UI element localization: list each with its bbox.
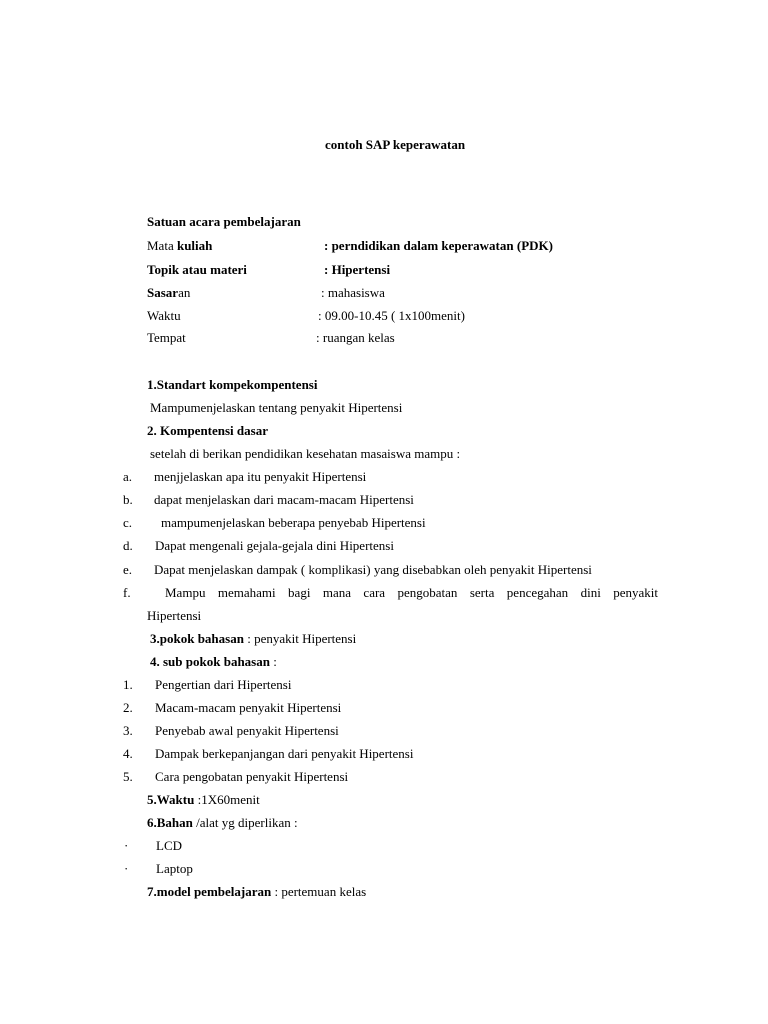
list-item: mampumenjelaskan beberapa penyebab Hipertensi bbox=[161, 515, 426, 530]
header-label-waktu: Waktu bbox=[147, 308, 181, 323]
section-6: 6.Bahan /alat yg diperlikan : bbox=[147, 815, 298, 830]
list-marker: b. bbox=[123, 492, 133, 507]
section-2-heading: 2. Kompentensi dasar bbox=[147, 423, 268, 438]
list-item: Laptop bbox=[156, 861, 193, 876]
list-item-continuation: Hipertensi bbox=[147, 608, 202, 623]
list-marker: 4. bbox=[123, 746, 133, 761]
list-item: menjjelaskan apa itu penyakit Hipertensi bbox=[154, 469, 367, 484]
list-item: Dampak berkepanjangan dari penyakit Hipertensi bbox=[155, 746, 414, 761]
bullet-icon: · bbox=[124, 838, 129, 853]
list-marker: c. bbox=[123, 515, 133, 530]
list-marker: e. bbox=[123, 562, 133, 577]
document-title: contoh SAP keperawatan bbox=[325, 137, 466, 152]
section-1-text: Mampumenjelaskan tentang penyakit Hipertensi bbox=[150, 400, 403, 415]
section-2-intro: setelah di berikan pendidikan kesehatan masaiswa mampu : bbox=[150, 446, 461, 461]
header-value-mata-kuliah: : perndidikan dalam keperawatan (PDK) bbox=[324, 238, 553, 253]
header-heading: Satuan acara pembelajaran bbox=[147, 214, 301, 229]
section-3: 3.pokok bahasan : penyakit Hipertensi bbox=[150, 631, 357, 646]
header-value-tempat: : ruangan kelas bbox=[316, 330, 395, 345]
header-label-tempat: Tempat bbox=[147, 330, 186, 345]
list-marker: 3. bbox=[123, 723, 133, 738]
header-row-mata-kuliah: Mata kuliah bbox=[147, 238, 213, 253]
header-row-sasaran: Sasaran bbox=[147, 285, 191, 300]
list-item: Macam-macam penyakit Hipertensi bbox=[155, 700, 342, 715]
list-item: Dapat menjelaskan dampak ( komplikasi) yang disebabkan oleh penyakit Hipertensi bbox=[154, 562, 592, 577]
list-item: LCD bbox=[156, 838, 182, 853]
header-label-topik: Topik atau materi bbox=[147, 262, 247, 277]
list-item: Mampu memahami bagi mana cara pengobatan serta pencegahan dini penyakit bbox=[165, 585, 658, 600]
list-item: dapat menjelaskan dari macam-macam Hipertensi bbox=[154, 492, 414, 507]
section-1-heading: 1.Standart kompekompentensi bbox=[147, 377, 318, 392]
list-marker: 1. bbox=[123, 677, 133, 692]
list-marker: 5. bbox=[123, 769, 133, 784]
list-marker: a. bbox=[123, 469, 133, 484]
section-7: 7.model pembelajaran : pertemuan kelas bbox=[147, 884, 367, 899]
section-5: 5.Waktu :1X60menit bbox=[147, 792, 260, 807]
list-marker: 2. bbox=[123, 700, 133, 715]
list-item: Dapat mengenali gejala-gejala dini Hipertensi bbox=[155, 538, 394, 553]
header-value-waktu: : 09.00-10.45 ( 1x100menit) bbox=[318, 308, 465, 323]
header-value-topik: : Hipertensi bbox=[324, 262, 391, 277]
header-value-sasaran: : mahasiswa bbox=[321, 285, 385, 300]
list-marker: d. bbox=[123, 538, 133, 553]
section-4: 4. sub pokok bahasan : bbox=[150, 654, 277, 669]
list-marker: f. bbox=[123, 585, 131, 600]
list-item: Penyebab awal penyakit Hipertensi bbox=[155, 723, 339, 738]
bullet-icon: · bbox=[124, 861, 129, 876]
list-item: Pengertian dari Hipertensi bbox=[155, 677, 292, 692]
list-item: Cara pengobatan penyakit Hipertensi bbox=[155, 769, 349, 784]
